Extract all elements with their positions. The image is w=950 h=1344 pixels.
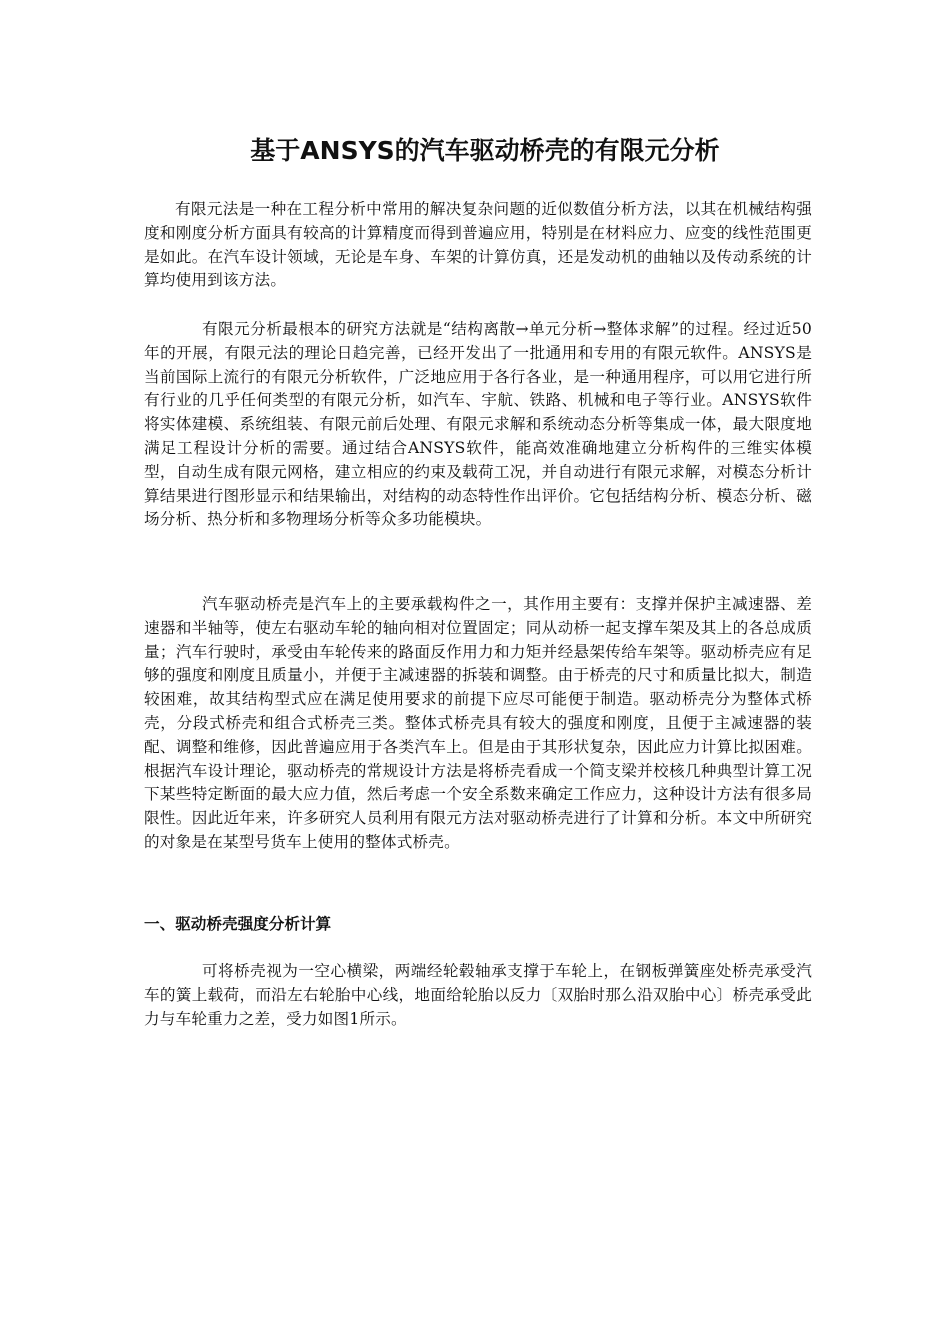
paragraph-axle-housing: 汽车驱动桥壳是汽车上的主要承载构件之一，其作用主要有：支撑并保护主减速器、差速器和半轴等，使左右驱动车轮的轴向相对位置固定；同从动桥一起支撑车架及其上的各总成质量；汽车行驶时，承受由车轮传来的路面反作用力和力矩并经悬架传给车架等。驱动桥壳应有足够的强度和刚度且质量小，并便于主减速器的拆装和调整。由于桥壳的尺寸和质量比拟大，制造较困难，故其结构型式应在满足使用要求的前提下应尽可能便于制造。驱动桥壳分为整体式桥壳，分段式桥壳和组合式桥壳三类。整体式桥壳具有较大的强度和刚度，且便于主减速器的装配、调整和维修，因此普遍应用于各类汽车上。但是由于其形状复杂，因此应力计算比拟困难。根据汽车设计理论，驱动桥壳的常规设计方法是将桥壳看成一个简支梁并校核几种典型计算工况下某些特定断面的最大应力值，然后考虑一个安全系数来确定工作应力，这种设计方法有很多局限性。因此近年来，许多研究人员利用有限元方法对驱动桥壳进行了计算和分析。本文中所研究的对象是在某型号货车上使用的整体式桥壳。 [144,595,812,851]
paragraph-ansys-overview: 有限元分析最根本的研究方法就是“结构离散→单元分析→整体求解”的过程。经过近50年的开展，有限元法的理论日趋完善，已经开发出了一批通用和专用的有限元软件。ANSYS是当前国际上流行的有限元分析软件，广泛地应用于各行各业，是一种通用程序，可以用它进行所有行业的几乎任何类型的有限元分析，如汽车、宇航、铁路、机械和电子等行业。ANSYS软件将实体建模、系统组装、有限元前后处理、有限元求解和系统动态分析等集成一体，最大限度地满足工程设计分析的需要。通过结合ANSYS软件，能高效准确地建立分析构件的三维实体模型，自动生成有限元网格，建立相应的约束及载荷工况，并自动进行有限元求解，对模态分析计算结果进行图形显示和结果输出，对结构的动态特性作出评价。它包括结构分析、模态分析、磁场分析、热分析和多物理场分析等众多功能模块。 [144,320,812,529]
document-title: 基于ANSYS的汽车驱动桥壳的有限元分析 [250,136,720,165]
section-heading: 一、驱动桥壳强度分析计算 [144,915,332,933]
section-paragraph: 可将桥壳视为一空心横梁，两端经轮毂轴承支撑于车轮上，在钢板弹簧座处桥壳承受汽车的簧上载荷，而沿左右轮胎中心线，地面给轮胎以反力〔双胎时那么沿双胎中心〕桥壳承受此力与车轮重力之差，受力如图1所示。 [144,962,812,1028]
intro-paragraph-fem: 有限元法是一种在工程分析中常用的解决复杂问题的近似数值分析方法，以其在机械结构强度和刚度分析方面具有较高的计算精度而得到普遍应用，特别是在材料应力、应变的线性范围更是如此。在汽车设计领域，无论是车身、车架的计算仿真，还是发动机的曲轴以及传动系统的计算均使用到该方法。 [144,200,812,290]
